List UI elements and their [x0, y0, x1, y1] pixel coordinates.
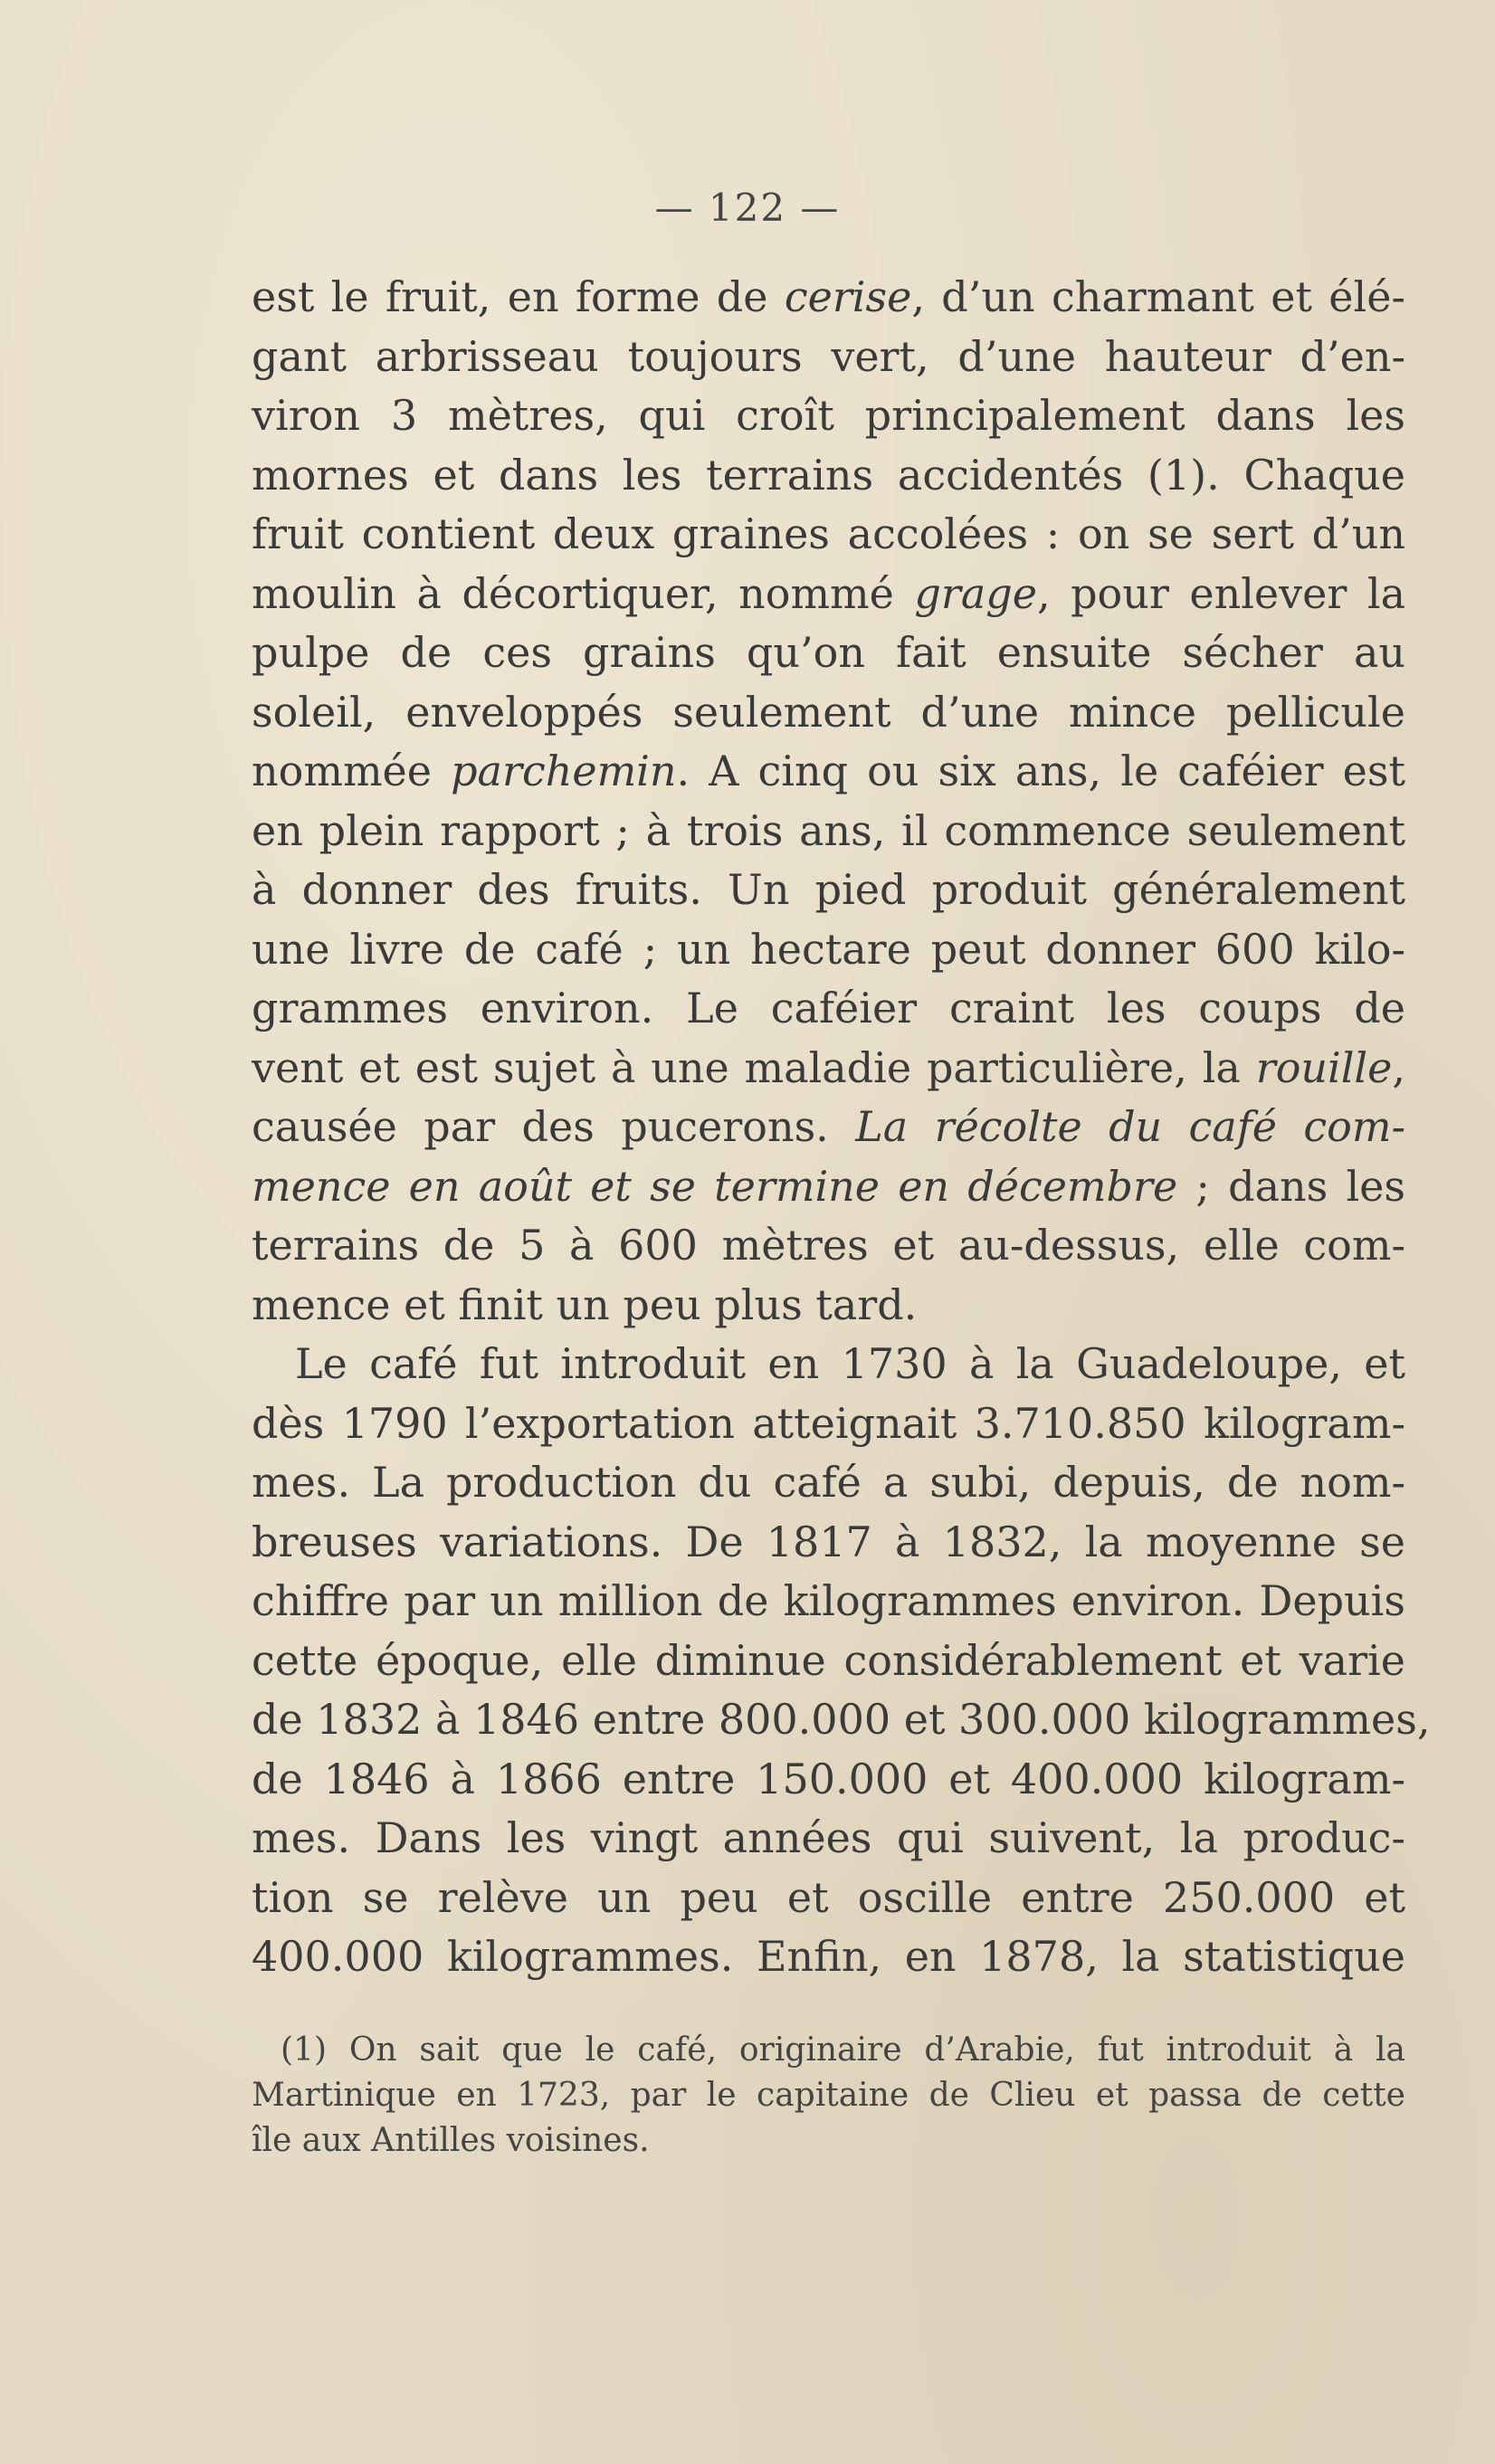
body-line-text: moulin à décortiquer, nommé — [252, 568, 915, 618]
body-line — [252, 1039, 1405, 1099]
body-line-text: Le café fut introduit en 1730 à la Guadeloupe, et — [295, 1339, 1405, 1388]
body-line-text: breuses variations. De 1817 à 1832, la moyenne se — [252, 1517, 1405, 1566]
body-line — [252, 802, 1405, 861]
body-line-text: nommée — [252, 747, 452, 795]
body-line-text: chiffre par un million de kilogrammes environ. Depuis — [252, 1576, 1405, 1625]
body-line-emphasis: parchemin — [451, 747, 677, 795]
body-line-emphasis: cerise — [784, 272, 912, 321]
body-line — [252, 1098, 1405, 1157]
body-line-text: de 1832 à 1846 entre 800.000 et 300.000 kilogrammes, — [252, 1695, 1431, 1744]
body-line — [252, 1869, 1405, 1928]
body-line — [252, 979, 1405, 1039]
body-line-text: ; dans les — [1177, 1161, 1405, 1211]
body-line-text: est le fruit, en forme de — [252, 272, 785, 321]
body-line — [252, 623, 1405, 683]
body-line — [252, 1157, 1405, 1217]
body-line-text: , — [1392, 1042, 1405, 1092]
body-line-text: terrains de 5 à 600 mètres et au-dessus, elle com- — [252, 1221, 1405, 1270]
body-line — [252, 268, 1405, 328]
body-line-emphasis: rouille — [1255, 1042, 1393, 1092]
body-line-text: soleil, enveloppés seulement d’une mince pellicule — [252, 687, 1405, 737]
body-line — [252, 1750, 1405, 1810]
body-line-text: fruit contient deux graines accolées : on se sert d’un — [252, 509, 1405, 558]
body-line-text: gant arbrisseau toujours vert, d’une hauteur d’en- — [252, 331, 1405, 381]
body-line — [252, 1335, 1405, 1394]
footnote-line — [252, 2073, 1405, 2118]
body-line — [252, 683, 1405, 743]
body-line-text: 400.000 kilogrammes. Enfin, en 1878, la statistique — [252, 1932, 1405, 1981]
body-line-text: mes. La production du café a subi, depuis, de nom- — [252, 1458, 1405, 1507]
body-line-text: de 1846 à 1866 entre 150.000 et 400.000 kilogram- — [252, 1754, 1405, 1803]
body-line-text: , d’un charmant et élé- — [911, 272, 1406, 321]
body-line-text: mornes et dans les terrains accidentés (1). Chaque — [252, 450, 1405, 499]
body-line-text: à donner des fruits. Un pied produit généralement — [252, 865, 1405, 914]
footnote-line-text: (1) On sait que le café, originaire d’Arabie, fut introduit à la — [281, 2031, 1405, 2069]
body-line — [252, 742, 1405, 802]
body-line-text: viron 3 mètres, qui croît principalement dans les — [252, 391, 1405, 440]
body-line — [252, 1927, 1405, 1987]
body-line-text: . A cinq ou six ans, le caféier est — [676, 747, 1405, 795]
body-line — [252, 446, 1405, 506]
body-line-text: cette époque, elle diminue considérablement et varie — [252, 1635, 1405, 1685]
footnote-line-text: île aux Antilles voisines. — [252, 2122, 650, 2159]
footnote — [252, 2028, 1405, 2164]
body-line — [252, 920, 1405, 980]
body-line — [252, 1216, 1405, 1276]
body-line-emphasis: La récolte du café com- — [855, 1102, 1405, 1151]
body-line-emphasis: grage — [914, 568, 1037, 618]
body-line — [252, 1276, 1405, 1336]
body-line — [252, 565, 1405, 624]
main-text — [252, 268, 1431, 1987]
body-line-text: pulpe de ces grains qu’on fait ensuite sécher au — [252, 628, 1405, 677]
body-line-text: grammes environ. Le caféier craint les coups de — [252, 984, 1405, 1032]
footnote-line-text: Martinique en 1723, par le capitaine de Clieu et passa de cette — [252, 2077, 1405, 2114]
body-line — [252, 1690, 1431, 1750]
body-line-text: causée par des pucerons. — [252, 1102, 856, 1151]
body-line-text: tion se relève un peu et oscille entre 250.000 et — [252, 1872, 1405, 1922]
body-line — [252, 1809, 1405, 1869]
page-number: — 122 — — [654, 186, 841, 230]
body-line — [252, 1513, 1405, 1573]
body-line-text: , pour enlever la — [1036, 568, 1405, 618]
body-line — [252, 1632, 1405, 1691]
footnote-line — [252, 2028, 1405, 2073]
body-line-text: une livre de café ; un hectare peut donner 600 kilo- — [252, 924, 1405, 974]
body-line — [252, 505, 1405, 565]
body-line-text: vent et est sujet à une maladie particulière, la — [252, 1042, 1256, 1092]
body-line — [252, 328, 1405, 387]
body-line — [252, 1394, 1405, 1454]
body-line — [252, 386, 1405, 446]
body-line-emphasis: mence en août et se termine en décembre — [252, 1161, 1178, 1211]
body-line — [252, 1453, 1405, 1513]
body-line-text: en plein rapport ; à trois ans, il commence seulement — [252, 805, 1405, 855]
body-line-text: mence et finit un peu plus tard. — [252, 1280, 918, 1329]
body-line — [252, 861, 1405, 920]
footnote-line — [252, 2118, 1405, 2164]
body-line — [252, 1572, 1405, 1632]
body-line-text: mes. Dans les vingt années qui suivent, la produc- — [252, 1813, 1405, 1862]
body-line-text: dès 1790 l’exportation atteignait 3.710.850 kilogram- — [252, 1398, 1405, 1448]
